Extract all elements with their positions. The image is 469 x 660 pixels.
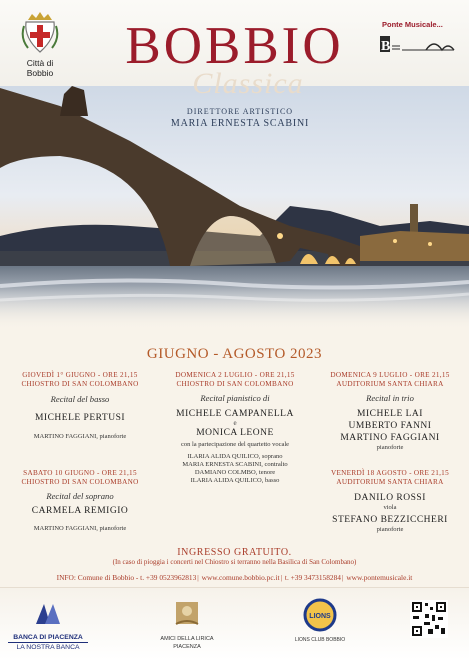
city-label-line1: Città di: [26, 58, 54, 68]
director-block: [140, 107, 340, 129]
concert-conjunction: e: [233, 419, 237, 427]
concert-performer-3: MARTINO FAGGIANI: [340, 433, 440, 443]
amici-line-1: AMICI DELLA LIRICA: [160, 636, 214, 642]
lions-label: LIONS CLUB BOBBIO: [294, 637, 346, 643]
info-ponte-phone: t. +39 3473158284: [284, 573, 341, 582]
opera-book-icon: [172, 598, 202, 630]
svg-text:B: B: [381, 39, 391, 54]
concert-participation: con la partecipazione del quartetto vocale: [180, 441, 290, 448]
concert-type: Recital pianistico di: [200, 393, 270, 403]
info-comune-web[interactable]: www.comune.bobbio.pc.it: [201, 573, 280, 582]
concert-type: Recital del basso: [50, 394, 110, 404]
ponte-musicale-label: Ponte Musicale...: [382, 20, 443, 29]
concert-role: pianoforte: [376, 444, 404, 451]
concert-date: VENERDÌ 18 AGOSTO - ORE 21,15: [331, 469, 449, 477]
amici-line-2: PIACENZA: [173, 644, 201, 650]
singer-2: MARIA ERNESTA SCABINI, contralto: [182, 461, 288, 468]
singer-4: ILARIA ALIDA QUILICO, basso: [190, 477, 280, 484]
info-line: INFO: Comune di Bobbio - t. +39 0523962813| www.comune.bobbio.pc.it| t. +39 3473158284| www.pontemusicale.it: [56, 573, 413, 582]
concert-accompanist: MARTINO FAGGIANI, pianoforte: [33, 433, 127, 440]
sponsor-banca: [8, 600, 88, 652]
concert-venue: AUDITORIUM SANTA CHIARA: [336, 478, 444, 486]
rain-note: (In caso di pioggia i concerti nel Chiostro si terranno nella Basilica di San Colombano): [112, 558, 357, 566]
concert-role-1: viola: [383, 504, 397, 511]
concert-5: [316, 469, 464, 533]
concert-venue: CHIOSTRO DI SAN COLOMBANO: [176, 380, 294, 388]
free-entry-label: INGRESSO GRATUITO.: [177, 547, 292, 558]
concert-performer-1: DANILO ROSSI: [354, 493, 426, 503]
concert-1: [6, 371, 154, 441]
concert-performer-1: MICHELE CAMPANELLA: [176, 409, 294, 419]
page-title: BOBBIO: [125, 17, 344, 75]
concert-venue: CHIOSTRO DI SAN COLOMBANO: [21, 478, 139, 486]
city-label-line2: Bobbio: [26, 68, 54, 78]
concert-performer: CARMELA REMIGIO: [31, 506, 129, 516]
concert-4: [6, 469, 154, 533]
director-label: DIRETTORE ARTISTICO: [186, 107, 294, 116]
concert-performer-1: MICHELE LAI: [357, 409, 423, 419]
concert-role-2: pianoforte: [376, 526, 404, 533]
lions-badge-text: LIONS: [309, 613, 331, 620]
singer-1: ILARIA ALIDA QUILICO, soprano: [187, 453, 283, 460]
qr-code-icon[interactable]: [410, 600, 448, 638]
concert-date: SABATO 10 GIUGNO - ORE 21,15: [23, 469, 137, 477]
concert-3: [316, 371, 464, 451]
concert-performer-2: MONICA LEONE: [196, 428, 274, 438]
lions-club-icon: [303, 598, 337, 632]
concert-accompanist: MARTINO FAGGIANI, pianoforte: [33, 525, 127, 532]
concert-performer-2: STEFANO BEZZICCHERI: [332, 515, 448, 525]
sponsor-lions: [288, 598, 352, 644]
concert-date: DOMENICA 9 LUGLIO - ORE 21,15: [330, 371, 450, 379]
singer-3: DAMIANO COLMBO, tenore: [194, 469, 276, 476]
concert-performer-2: UMBERTO FANNI: [348, 421, 432, 431]
sponsor-amici-lirica: [152, 598, 222, 651]
banca-line-2: LA NOSTRA BANCA: [16, 644, 80, 651]
concert-performer: MICHELE PERTUSI: [34, 413, 126, 423]
concert-venue: CHIOSTRO DI SAN COLOMBANO: [21, 380, 139, 388]
concert-date: GIOVEDÌ 1° GIUGNO - ORE 21,15: [22, 371, 138, 379]
concert-date: DOMENICA 2 LUGLIO - ORE 21,15: [175, 371, 295, 379]
page-subtitle: Classica: [192, 67, 304, 100]
info-ponte-web[interactable]: www.pontemusicale.it: [346, 573, 413, 582]
concert-venue: AUDITORIUM SANTA CHIARA: [336, 380, 444, 388]
banca-logo-icon: [33, 600, 63, 628]
director-name: MARIA ERNESTA SCABINI: [170, 118, 310, 129]
banca-line-1: BANCA DI PIACENZA: [8, 633, 88, 643]
sponsor-footer: [0, 587, 469, 660]
concert-type: Recital in trio: [366, 393, 414, 403]
concert-type: Recital del soprano: [46, 491, 114, 501]
info-comune: INFO: Comune di Bobbio - t. +39 0523962813: [56, 573, 197, 582]
concert-2: [160, 371, 310, 485]
season-dates: GIUGNO - AGOSTO 2023: [146, 346, 323, 362]
